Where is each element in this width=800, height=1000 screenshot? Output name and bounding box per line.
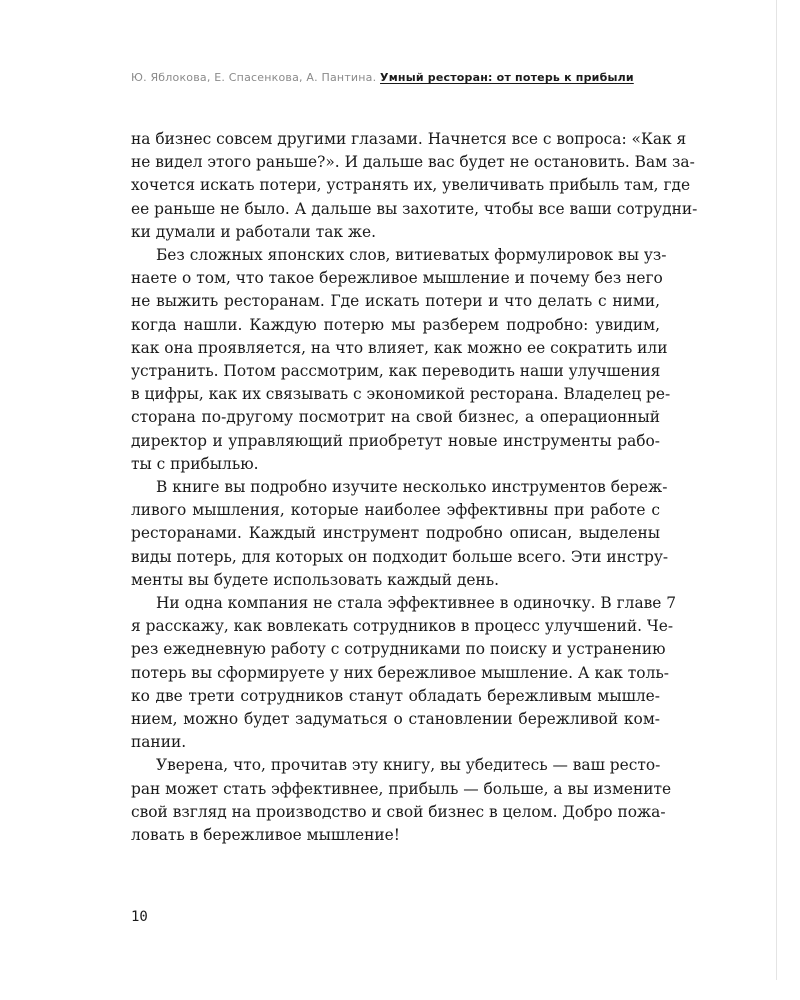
text-line: ловать в бережливое мышление! <box>131 826 400 845</box>
text-line: ты с прибылью. <box>131 454 259 473</box>
text-line: в цифры, как их связывать с экономикой ресторана. Владелец ре- <box>131 385 671 404</box>
text-line: пании. <box>131 733 187 752</box>
text-line: когда нашли. Каждую потерю мы разберем подробно: увидим, <box>131 315 660 334</box>
text-line: рез ежедневную работу с сотрудниками по поиску и устранению <box>131 640 666 659</box>
text-line: как она проявляется, на что влияет, как можно ее сократить или <box>131 338 668 357</box>
paragraph <box>131 754 672 847</box>
header-book-title: Умный ресторан: от потерь к прибыли <box>380 71 634 84</box>
text-line: устранить. Потом рассмотрим, как переводить наши улучшения <box>131 362 661 381</box>
text-line: потерь вы сформируете у них бережливое мышление. А как толь- <box>131 663 669 682</box>
text-line: Ни одна компания не стала эффективнее в одиночку. В главе 7 <box>156 594 677 613</box>
text-line: ко две трети сотрудников станут обладать бережливым мышле- <box>131 686 660 705</box>
paragraph <box>131 592 677 754</box>
page-number: 10 <box>131 909 148 925</box>
paragraph <box>131 244 671 476</box>
text-line: хочется искать потери, устранять их, увеличивать прибыль там, где <box>131 176 691 195</box>
text-line: ресторанами. Каждый инструмент подробно описан, выделены <box>131 524 660 543</box>
header-authors: Ю. Яблокова, Е. Спасенкова, А. Пантина. <box>131 71 377 84</box>
text-line: виды потерь, для которых он подходит больше всего. Эти инстру- <box>131 547 669 566</box>
text-line: на бизнес совсем другими глазами. Начнется все с вопроса: «Как я <box>131 130 687 148</box>
text-line: ее раньше не было. А дальше вы захотите, чтобы все ваши сотрудни- <box>131 199 698 218</box>
running-header <box>131 71 634 84</box>
paragraph <box>131 128 698 244</box>
text-line: свой взгляд на производство и свой бизнес в целом. Добро пожа- <box>131 802 666 821</box>
body-text <box>131 128 698 847</box>
text-line: сторана по-другому посмотрит на свой бизнес, а операционный <box>131 408 660 427</box>
text-line: директор и управляющий приобретут новые инструменты рабо- <box>131 431 660 450</box>
text-line: Без сложных японских слов, витиеватых формулировок вы уз- <box>156 246 667 265</box>
text-line: ливого мышления, которые наиболее эффективны при работе с <box>131 501 660 520</box>
text-line: ран может стать эффективнее, прибыль — больше, а вы измените <box>131 779 672 798</box>
text-line: не выжить ресторанам. Где искать потери и что делать с ними, <box>131 292 660 311</box>
text-line: я расскажу, как вовлекать сотрудников в процесс улучшений. Че- <box>131 617 674 636</box>
page-edge-divider <box>776 0 777 980</box>
paragraph <box>131 476 669 592</box>
text-line: В книге вы подробно изучите несколько инструментов береж- <box>156 478 668 497</box>
text-line: наете о том, что такое бережливое мышление и почему без него <box>131 269 663 288</box>
text-line: Уверена, что, прочитав эту книгу, вы убедитесь — ваш ресто- <box>156 756 661 775</box>
text-line: менты вы будете использовать каждый день. <box>131 570 500 589</box>
text-line: ки думали и работали так же. <box>131 222 377 241</box>
text-line: не видел этого раньше?». И дальше вас будет не остановить. Вам за- <box>131 153 695 172</box>
text-line: нием, можно будет задуматься о становлении бережливой ком- <box>131 710 660 729</box>
